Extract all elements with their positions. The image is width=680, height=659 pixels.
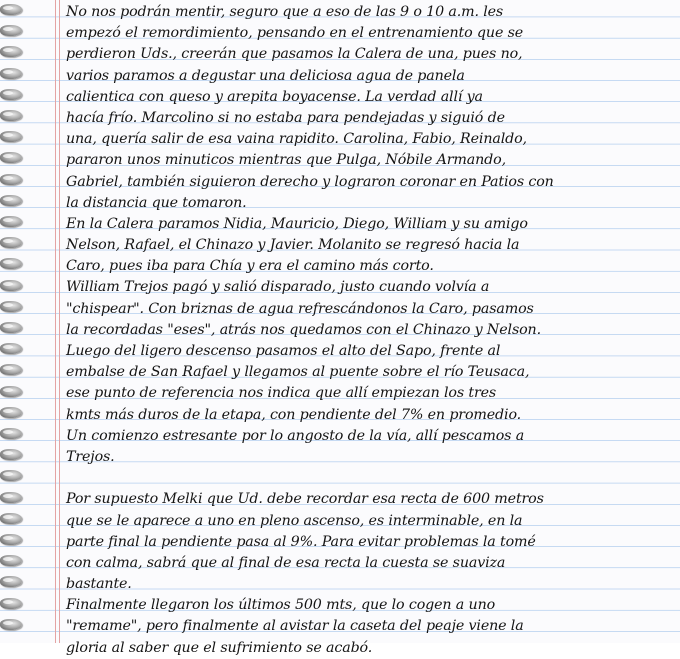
text-line: Por supuesto Melki que Ud. debe recordar esa recta de 600 metros (66, 491, 544, 508)
text-line: perdieron Uds., creerán que pasamos la Calera de una, pues no, (66, 46, 523, 63)
binding-ring (0, 131, 22, 142)
binding-ring (0, 195, 22, 206)
binding-ring (0, 492, 22, 503)
binding-ring (0, 174, 22, 185)
binding-ring (0, 4, 22, 15)
binding-ring (0, 258, 22, 269)
text-line: Finalmente llegaron los últimos 500 mts, que lo cogen a uno (66, 597, 496, 614)
text-line: William Trejos pagó y salió disparado, justo cuando volvía a (66, 279, 490, 296)
text-line: "remame", pero finalmente al avistar la caseta del peaje viene la (66, 618, 524, 635)
binding-ring (0, 619, 22, 630)
binding-ring (0, 46, 22, 57)
binding-ring (0, 598, 22, 609)
binding-ring (0, 25, 22, 36)
spiral-binding (0, 0, 24, 643)
text-line: gloria al saber que el sufrimiento se acabó. (66, 639, 373, 656)
binding-ring (0, 216, 22, 227)
text-line: calientica con queso y arepita boyacense. La verdad allí ya (66, 88, 483, 105)
text-line: "chispear". Con briznas de agua refrescándonos la Caro, pasamos (66, 300, 534, 317)
paragraph-3 (66, 489, 676, 595)
binding-ring (0, 89, 22, 100)
text-line: varios paramos a degustar una deliciosa agua de panela (66, 67, 465, 84)
text-line: la recordadas "eses", atrás nos quedamos con el Chinazo y Nelson. (66, 321, 541, 338)
binding-ring (0, 152, 22, 163)
text-line: bastante. (66, 576, 132, 593)
margin-line (55, 0, 56, 643)
text-line: No nos podrán mentir, seguro que a eso de las 9 o 10 a.m. les (66, 4, 504, 20)
text-line: Un comienzo estresante por lo angosto de la vía, allí pescamos a (66, 427, 525, 444)
binding-ring (0, 322, 22, 333)
binding-ring (0, 534, 22, 545)
handwritten-text (66, 2, 676, 659)
binding-ring (0, 301, 22, 312)
paragraph-2 (66, 214, 676, 468)
margin-line (59, 0, 60, 643)
binding-ring (0, 280, 22, 291)
binding-ring (0, 555, 22, 566)
text-line: En la Calera paramos Nidia, Mauricio, Diego, William y su amigo (66, 215, 528, 232)
binding-ring (0, 110, 22, 121)
binding-ring (0, 407, 22, 418)
text-line: con calma, sabrá que al final de esa recta la cuesta se suaviza (66, 554, 506, 571)
text-line: empezó el remordimiento, pensando en el entrenamiento que se (66, 25, 524, 42)
binding-ring (0, 576, 22, 587)
text-line: Caro, pues iba para Chía y era el camino más corto. (66, 258, 434, 275)
text-line: hacía frío. Marcolino si no estaba para pendejadas y siguió de (66, 109, 505, 126)
blank-line (66, 468, 676, 489)
binding-ring (0, 237, 22, 248)
text-line: pararon unos minuticos mientras que Pulga, Nóbile Armando, (66, 152, 506, 169)
text-line: Trejos. (66, 448, 115, 465)
text-line: una, quería salir de esa vaina rapidito. Carolina, Fabio, Reinaldo, (66, 131, 527, 148)
paragraph-4 (66, 595, 676, 659)
text-line: kmts más duros de la etapa, con pendiente del 7% en promedio. (66, 406, 522, 423)
text-line: Gabriel, también siguieron derecho y lograron coronar en Patios con (66, 173, 554, 190)
binding-ring (0, 68, 22, 79)
paragraph-1 (66, 2, 676, 214)
text-line: Luego del ligero descenso pasamos el alto del Sapo, frente al (66, 343, 501, 359)
text-line: embalse de San Rafael y llegamos al puente sobre el río Teusaca, (66, 364, 530, 381)
binding-ring (0, 386, 22, 397)
text-line: parte final la pendiente pasa al 9%. Para evitar problemas la tomé (66, 533, 536, 550)
binding-ring (0, 343, 22, 354)
text-line: que se le aparece a uno en pleno ascenso, es interminable, en la (66, 512, 523, 529)
binding-ring (0, 513, 22, 524)
binding-ring (0, 449, 22, 460)
binding-ring (0, 428, 22, 439)
text-line: Nelson, Rafael, el Chinazo y Javier. Molanito se regresó hacia la (66, 237, 520, 254)
text-line: la distancia que tomaron. (66, 194, 247, 211)
binding-ring (0, 470, 22, 481)
text-line: ese punto de referencia nos indica que allí empiezan los tres (66, 385, 497, 402)
binding-ring (0, 364, 22, 375)
